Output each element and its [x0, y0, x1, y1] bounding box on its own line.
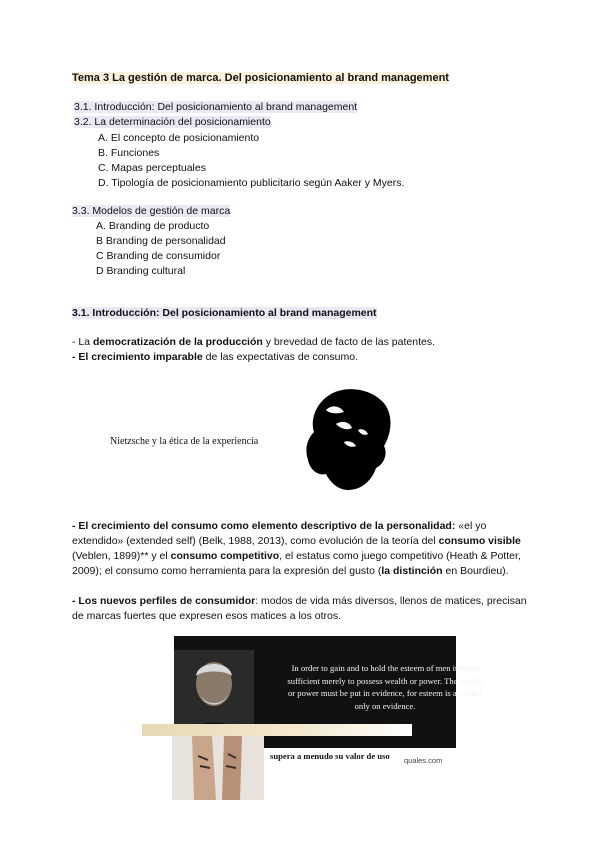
toc-item-3-1: 3.1. Introducción: Del posicionamiento al brand management	[74, 101, 358, 113]
paragraph-text: en Bourdieu).	[442, 565, 509, 577]
toc-subitem: C. Mapas perceptuales	[98, 162, 206, 174]
paragraph-bold: - El crecimiento del consumo como elemento descriptivo de la personalidad:	[72, 520, 456, 532]
toc-item-3-3: 3.3. Modelos de gestión de marca	[72, 205, 231, 217]
bullet-text: y brevedad de facto de las patentes.	[262, 336, 436, 348]
bullet-prefix: - La	[72, 336, 94, 348]
collage-caption: El valor simbólico de la marca supera a menudo su valor de uso	[270, 740, 390, 761]
bullet-crecimiento	[72, 351, 358, 363]
paragraph-bold: consumo visible	[438, 535, 521, 547]
paragraph-personalidad	[72, 519, 532, 579]
paragraph-bold: la distinción	[381, 565, 443, 577]
paragraph-perfiles	[72, 594, 532, 624]
section-heading: 3.1. Introducción: Del posicionamiento al brand management	[72, 307, 377, 319]
document-title: Tema 3 La gestión de marca. Del posicionamiento al brand management	[72, 72, 449, 84]
paragraph-bold: consumo competitivo	[170, 550, 280, 562]
decorative-strip	[142, 724, 412, 736]
figure-caption: Nietzsche y la ética de la experiencia	[110, 436, 259, 447]
paragraph-text: : modos de vida más diversos, llenos de matices, precisan de marcas fuertes que expresen esos matices a los otros.	[72, 595, 527, 622]
bullet-bold-text: democratización de la producción	[93, 336, 263, 348]
nietzsche-portrait-icon	[296, 384, 396, 494]
tattoo-image-icon	[172, 736, 264, 800]
quote-text: In order to gain and to hold the esteem of men it is not sufficient merely to possess wealth or power. The wealth or power must be put in evidence, for esteem is awarded only on evidence.	[287, 663, 483, 711]
paragraph-bold: - Los nuevos perfiles de consumidor	[72, 595, 256, 607]
toc-subitem: A. El concepto de posicionamiento	[98, 132, 260, 144]
veblen-collage-figure	[142, 636, 483, 800]
toc-subitem: C Branding de consumidor	[96, 250, 221, 262]
bullet-democratizacion	[72, 336, 435, 348]
toc-item-3-2: 3.2. La determinación del posicionamiento	[74, 116, 271, 128]
bullet-text: de las expectativas de consumo.	[202, 351, 358, 363]
paragraph-text: , el estatus como juego competitivo (Heath & Potter, 2009); el consumo como herramienta para la expresión del gusto (	[72, 550, 521, 577]
toc-subitem: A. Branding de producto	[96, 220, 210, 232]
toc-subitem: D. Tipología de posicionamiento publicitario según Aaker y Myers.	[98, 177, 405, 189]
toc-subitem: B. Funciones	[98, 147, 160, 159]
bullet-bold-text: - El crecimiento imparable	[72, 351, 203, 363]
paragraph-text: «el yo extendido» (extended self) (Belk, 1988, 2013), como evolución de la teoría del	[72, 520, 487, 547]
paragraph-text: (Veblen, 1899)** y el	[72, 550, 171, 562]
toc-subitem: D Branding cultural	[96, 265, 186, 277]
nietzsche-figure	[72, 380, 404, 498]
tattoo-photo	[172, 736, 264, 800]
toc-subitem: B Branding de personalidad	[96, 235, 226, 247]
watermark: quales.com	[404, 756, 443, 765]
